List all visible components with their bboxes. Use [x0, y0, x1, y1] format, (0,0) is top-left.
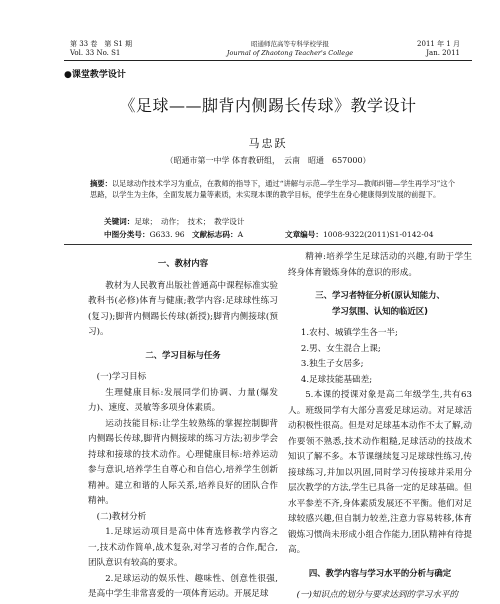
left-column [88, 250, 278, 603]
author-affiliation: （昭通市第一中学 体育教研组， 云南 昭通 657000） [165, 156, 371, 165]
issue-date [400, 40, 460, 58]
column-label: ●课堂教学设计 [64, 70, 126, 80]
volume-en: Vol. 33 No. S1 [70, 49, 121, 57]
journal-header [0, 0, 500, 60]
goal-physical-health: 生理健康目标:发展同学们协调、力量(爆发力)、速度、灵敏等多项身体素质。 [88, 387, 278, 413]
subsection-learning-goals: (一)学习目标 [96, 372, 147, 382]
article-id-label: 文章编号： [285, 230, 323, 239]
header-rule [64, 60, 472, 61]
doc-code-label: 文献标志码： [192, 230, 238, 239]
list-item-5: 5.本课的授课对象是高二年级学生,共有63人。班级同学有大部分喜爱足球运动。对足球活动积极性很高。但是对足球基本动作不太了解,动作要领不熟悉,技术动作粗糙,足球活动的技战术知识了解不多。本节课继续复习足球球性练习,传接球练习,并加以巩固,同时学习传接球并采用分层次教学的方法,学生已具备一定的足球基础。但水平参差不齐,身体素质发展还不平衡。他们对足球较感兴趣,但自制力较差,注意力容易转移,体育锻炼习惯尚未形成小组合作能力,团队精神有待提高。 [288, 390, 472, 555]
journal-name [200, 40, 380, 58]
document-code [192, 229, 243, 240]
section-3-heading-line1: 三、学习者特征分析(原认知能力、 [315, 290, 445, 300]
article-title: 《足球——脚背内侧踢长传球》教学设计 [119, 96, 417, 115]
issue-date-en: Jan. 2011 [426, 49, 460, 57]
list-item: 4.足球技能基础差; [300, 374, 373, 385]
section-4-subheading: (一)知识点的划分与要求达到的学习水平的 [296, 590, 458, 600]
list-item: 1.农村、城镇学生各一半; [300, 328, 398, 338]
author-name: 马忠跃 [248, 137, 288, 150]
clc-text: G633. 96 [149, 230, 185, 239]
article-id [285, 229, 434, 240]
keywords [104, 216, 244, 227]
continued-text: 精神:培养学生足球活动的兴趣,有助于学生终身体育锻炼身体的意识的形成。 [288, 252, 472, 278]
clc-number [104, 229, 185, 240]
keywords-text: 足球； 动作； 技术； 教学设计 [134, 217, 245, 226]
volume-info [70, 40, 132, 58]
section-1-heading: 一、教材内容 [157, 258, 209, 268]
volume-cn: 第 33 卷 第 S1 期 [70, 40, 133, 48]
analysis-point-2: 2.足球运动的娱乐性、趣味性、创意性很强,是高中学生非常喜爱的一项体育运动。开展足球 [88, 573, 278, 599]
section-4-heading: 四、教学内容与学习水平的分析与确定 [308, 567, 452, 578]
section-2-heading: 二、学习目标与任务 [145, 349, 221, 360]
section-rule [64, 244, 472, 245]
article-id-text: 1008-9322(2011)S1-0142-04 [322, 230, 434, 239]
right-column [288, 250, 472, 604]
abstract-label: 摘要： [90, 179, 112, 188]
section-3-heading-line2: 学习氛围、认知的临近区) [332, 305, 428, 316]
analysis-point-1: 1.足球运动项目是高中体育选修教学内容之一,技术动作简单,战术复杂,对学习者的合作,配合,团队意识有较高的要求。 [88, 527, 278, 568]
issue-date-cn: 2011 年 1 月 [417, 40, 460, 48]
keywords-label: 关键词： [104, 217, 135, 226]
doc-code-text: A [237, 230, 244, 239]
abstract [90, 178, 458, 200]
section-1-text: 教材为人民教育出版社普通高中课程标准实验教科书(必修)体育与健康;教学内容:足球球性练习(复习);脚背内侧踢长传球(新授);脚背内侧接球(预习)。 [88, 280, 278, 337]
abstract-text: 以足球动作技术学习为重点，在教师的指导下，通过“讲解与示范—学生学习—教师纠错—学生再学习”这个思路，以学生为主体，全面发展力量等素质，未实现本课的教学目标，使学生在身心健康得到发展的前提下。 [90, 179, 456, 199]
clc-label: 中图分类号： [104, 230, 150, 239]
goal-motor-skill: 运动技能目标:让学生较熟练的掌握控制脚背内侧踢长传球,脚背内侧接球的练习方法;初步学会持球和接球的技术动作。心理健康目标:培养运动参与意识,培养学生自尊心和自信心,培养学生创新精神。建立和谐的人际关系,培养良好的团队合作精神。 [88, 418, 278, 506]
list-item: 2.男、女生混合上课; [300, 343, 381, 354]
list-item: 3.独生子女居多; [300, 359, 364, 369]
journal-name-en: Journal of Zhaotong Teacher's College [226, 49, 354, 57]
subsection-material-analysis: (二)教材分析 [96, 511, 147, 522]
journal-name-cn: 昭通师范高等专科学校学报 [251, 40, 329, 48]
